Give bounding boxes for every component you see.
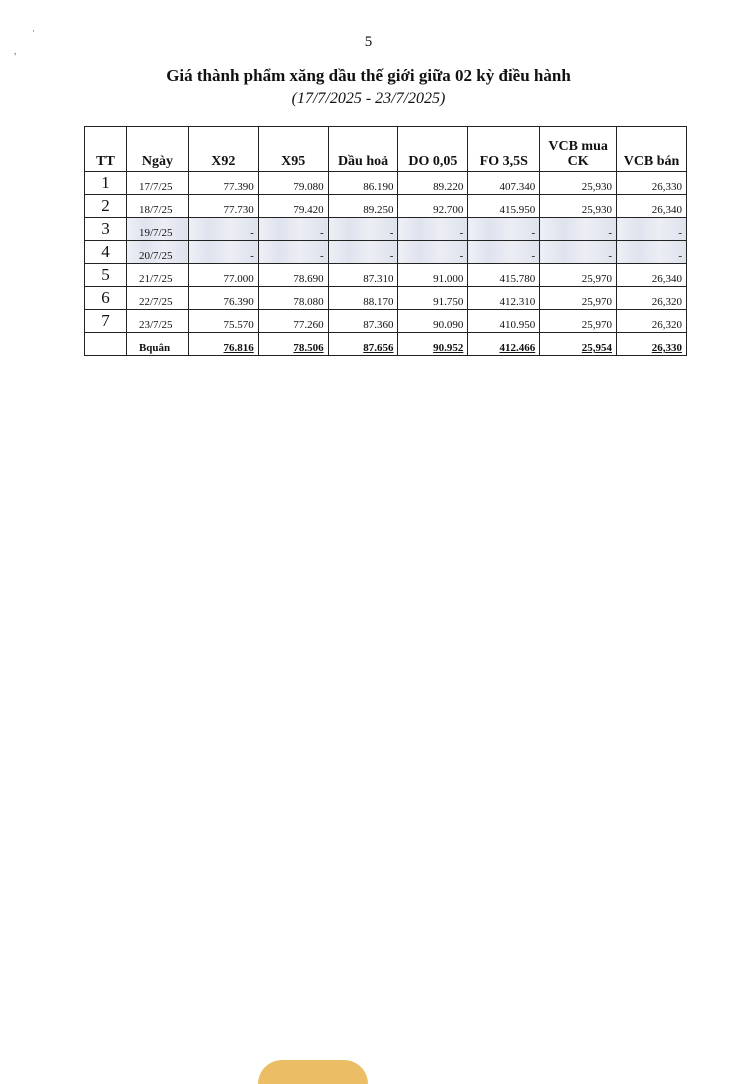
cell-do005: 91.750 bbox=[398, 287, 468, 310]
cell-do005: 91.000 bbox=[398, 264, 468, 287]
cell-fo35s: 407.340 bbox=[468, 172, 540, 195]
cell-fo35s: 415.950 bbox=[468, 195, 540, 218]
header-tt: TT bbox=[85, 127, 127, 172]
header-x95: X95 bbox=[258, 127, 328, 172]
cell-x92: 77.000 bbox=[188, 264, 258, 287]
header-date: Ngày bbox=[126, 127, 188, 172]
price-table bbox=[84, 126, 687, 356]
cell-kerosene: 86.190 bbox=[328, 172, 398, 195]
average-index-blank bbox=[85, 333, 127, 356]
table-row bbox=[85, 264, 687, 287]
cell-vcb-buy: 25,930 bbox=[540, 172, 617, 195]
header-do005: DO 0,05 bbox=[398, 127, 468, 172]
cell-vcb-buy: 25,930 bbox=[540, 195, 617, 218]
header-kerosene: Dầu hoả bbox=[328, 127, 398, 172]
cell-vcb-buy: 25,970 bbox=[540, 264, 617, 287]
table-row bbox=[85, 287, 687, 310]
table-row bbox=[85, 241, 687, 264]
cell-fo35s: 415.780 bbox=[468, 264, 540, 287]
cell-x92: - bbox=[188, 218, 258, 241]
row-date: 22/7/25 bbox=[126, 287, 188, 310]
table-row bbox=[85, 310, 687, 333]
avg-vcb-buy: 25,954 bbox=[540, 333, 617, 356]
header-vcb-sell: VCB bán bbox=[617, 127, 687, 172]
cell-x92: 75.570 bbox=[188, 310, 258, 333]
row-index: 4 bbox=[85, 241, 127, 264]
table-row bbox=[85, 195, 687, 218]
scan-speck: , bbox=[14, 46, 17, 56]
cell-fo35s: - bbox=[468, 218, 540, 241]
row-date: 21/7/25 bbox=[126, 264, 188, 287]
cell-vcb-sell: - bbox=[617, 218, 687, 241]
cell-vcb-sell: 26,340 bbox=[617, 195, 687, 218]
cell-vcb-sell: 26,340 bbox=[617, 264, 687, 287]
avg-x92: 76.816 bbox=[188, 333, 258, 356]
cell-do005: 89.220 bbox=[398, 172, 468, 195]
cell-x95: 78.690 bbox=[258, 264, 328, 287]
row-date: 19/7/25 bbox=[126, 218, 188, 241]
cell-kerosene: 87.310 bbox=[328, 264, 398, 287]
average-label: Bquân bbox=[126, 333, 188, 356]
cell-x95: 79.420 bbox=[258, 195, 328, 218]
row-index: 2 bbox=[85, 195, 127, 218]
row-date: 18/7/25 bbox=[126, 195, 188, 218]
row-index: 6 bbox=[85, 287, 127, 310]
table-row bbox=[85, 218, 687, 241]
cell-x95: 77.260 bbox=[258, 310, 328, 333]
avg-do005: 90.952 bbox=[398, 333, 468, 356]
cell-kerosene: - bbox=[328, 241, 398, 264]
cell-vcb-buy: - bbox=[540, 241, 617, 264]
cell-x92: 77.390 bbox=[188, 172, 258, 195]
cell-x92: - bbox=[188, 241, 258, 264]
cell-do005: 92.700 bbox=[398, 195, 468, 218]
cell-x92: 76.390 bbox=[188, 287, 258, 310]
cell-vcb-buy: 25,970 bbox=[540, 287, 617, 310]
header-x92: X92 bbox=[188, 127, 258, 172]
cell-vcb-sell: 26,320 bbox=[617, 287, 687, 310]
header-row bbox=[85, 127, 687, 172]
cell-kerosene: 87.360 bbox=[328, 310, 398, 333]
cell-vcb-sell: - bbox=[617, 241, 687, 264]
scan-speck: · bbox=[32, 26, 35, 36]
cell-vcb-sell: 26,320 bbox=[617, 310, 687, 333]
avg-kerosene: 87.656 bbox=[328, 333, 398, 356]
row-index: 5 bbox=[85, 264, 127, 287]
cell-fo35s: 410.950 bbox=[468, 310, 540, 333]
row-date: 20/7/25 bbox=[126, 241, 188, 264]
avg-fo35s: 412.466 bbox=[468, 333, 540, 356]
cell-vcb-buy: 25,970 bbox=[540, 310, 617, 333]
page-number: 5 bbox=[364, 34, 373, 50]
cell-kerosene: 88.170 bbox=[328, 287, 398, 310]
cell-fo35s: 412.310 bbox=[468, 287, 540, 310]
cell-fo35s: - bbox=[468, 241, 540, 264]
header-vcb-buy: VCB mua CK bbox=[540, 127, 617, 172]
row-date: 23/7/25 bbox=[126, 310, 188, 333]
avg-vcb-sell: 26,330 bbox=[617, 333, 687, 356]
cell-do005: - bbox=[398, 218, 468, 241]
average-row bbox=[85, 333, 687, 356]
cell-x95: - bbox=[258, 241, 328, 264]
table-row bbox=[85, 172, 687, 195]
row-index: 3 bbox=[85, 218, 127, 241]
row-index: 1 bbox=[85, 172, 127, 195]
page-title: Giá thành phẩm xăng dầu thế giới giữa 02 kỳ điều hành bbox=[166, 66, 571, 85]
cell-kerosene: - bbox=[328, 218, 398, 241]
cell-x95: 79.080 bbox=[258, 172, 328, 195]
cell-x95: 78.080 bbox=[258, 287, 328, 310]
cell-kerosene: 89.250 bbox=[328, 195, 398, 218]
cell-vcb-sell: 26,330 bbox=[617, 172, 687, 195]
cell-do005: - bbox=[398, 241, 468, 264]
row-index: 7 bbox=[85, 310, 127, 333]
cell-vcb-buy: - bbox=[540, 218, 617, 241]
stamp-edge bbox=[258, 1060, 368, 1084]
header-fo35s: FO 3,5S bbox=[468, 127, 540, 172]
cell-x92: 77.730 bbox=[188, 195, 258, 218]
cell-do005: 90.090 bbox=[398, 310, 468, 333]
row-date: 17/7/25 bbox=[126, 172, 188, 195]
cell-x95: - bbox=[258, 218, 328, 241]
page-subtitle: (17/7/2025 - 23/7/2025) bbox=[291, 90, 446, 107]
avg-x95: 78.506 bbox=[258, 333, 328, 356]
